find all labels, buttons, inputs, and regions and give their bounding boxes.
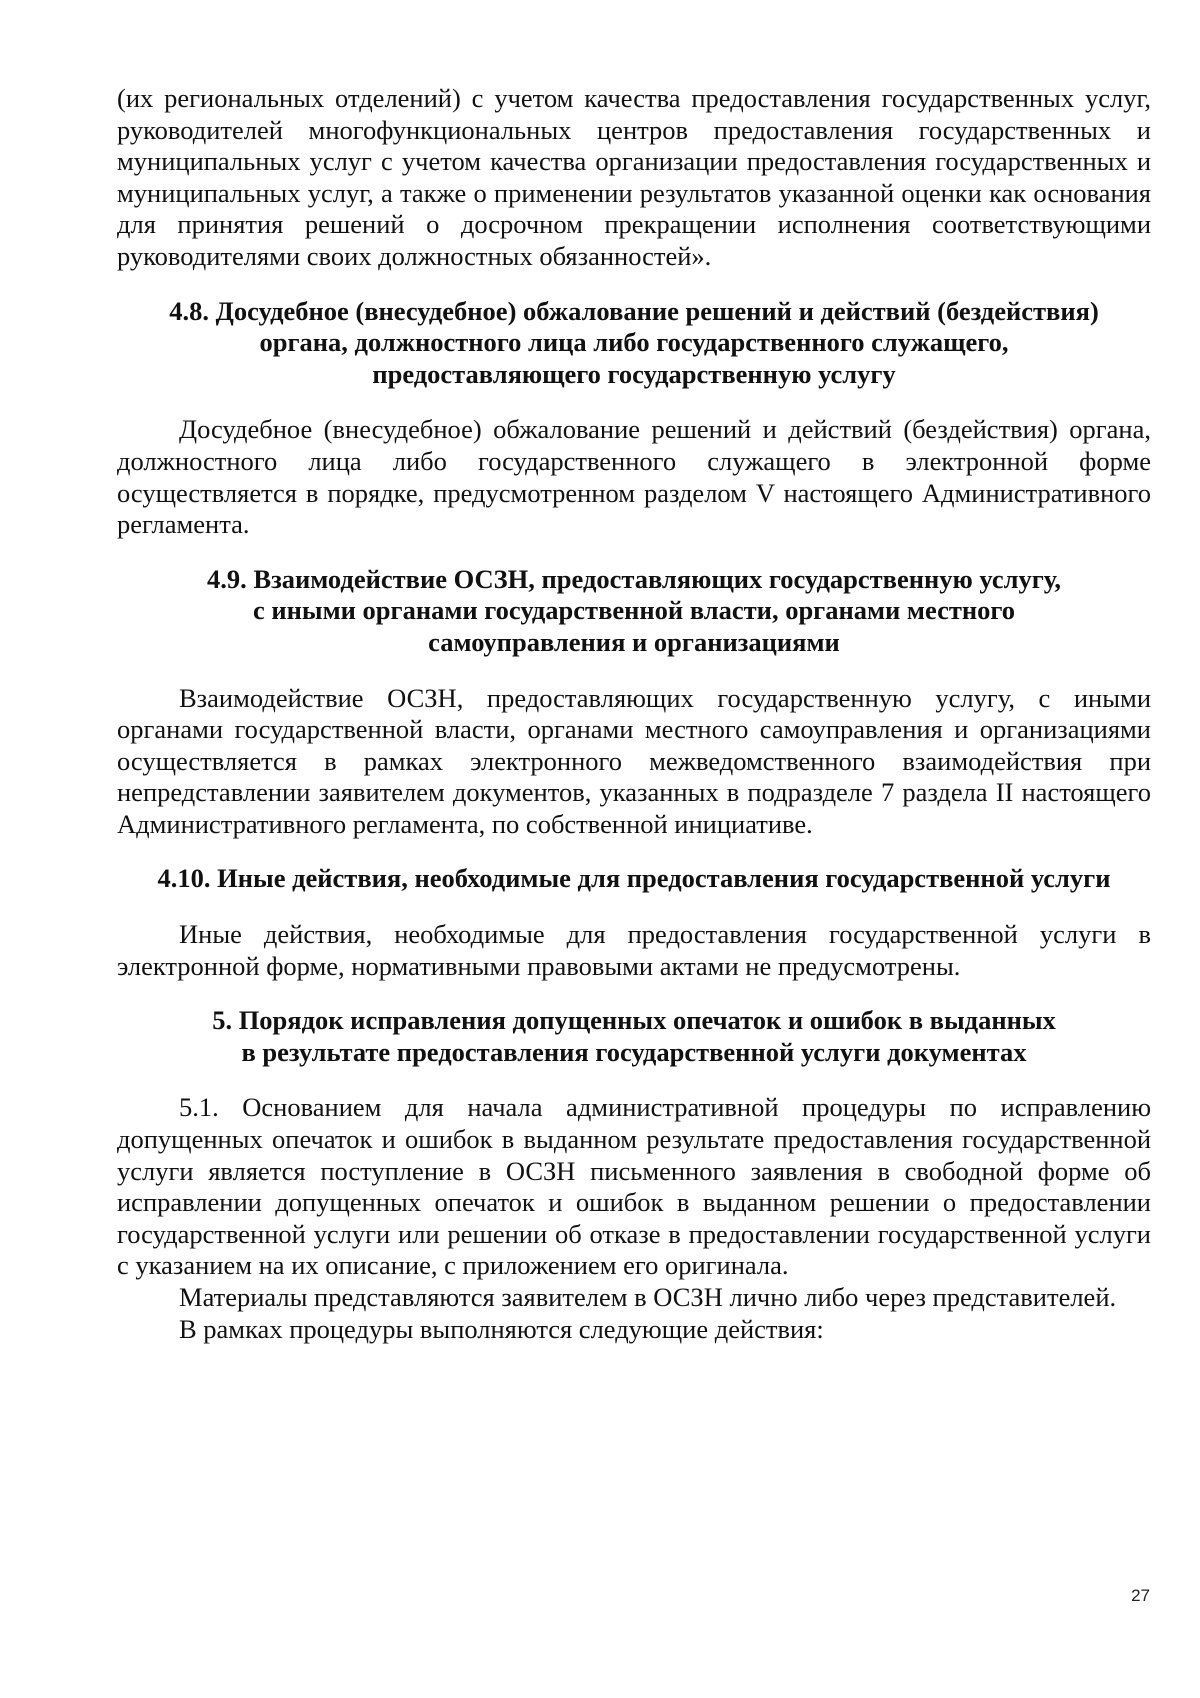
section-4-9-heading [117, 564, 1151, 659]
heading-line: в результате предоставления государственной услуги документах [241, 1036, 1027, 1067]
section-4-8-heading [117, 296, 1151, 391]
heading-line: предоставляющего государственную услугу [372, 358, 896, 389]
heading-line: 4.9. Взаимодействие ОСЗН, предоставляющих государственную услугу, [207, 563, 1061, 594]
section-5-actions-paragraph: В рамках процедуры выполняются следующие действия: [179, 1313, 824, 1344]
heading-line: самоуправления и организациями [428, 626, 840, 657]
page-body [117, 83, 1151, 1345]
section-5-materials-paragraph: Материалы представляются заявителем в ОСЗН лично либо через представителей. [179, 1282, 1117, 1312]
section-4-8-paragraph: Досудебное (внесудебное) обжалование решений и действий (бездействия) органа, должностного лица либо государственного служащего в электронной форме осуществляется в порядке, предусмотренном разделом V настоящего Административного регламента. [117, 414, 1151, 540]
page-number: 27 [1131, 1586, 1150, 1605]
heading-line: 4.8. Досудебное (внесудебное) обжалование решений и действий (бездействия) [169, 295, 1099, 326]
section-4-10-paragraph: Иные действия, необходимые для предоставления государственной услуги в электронной форме, нормативными правовыми актами не предусмотрены. [117, 919, 1151, 981]
heading-line: с иными органами государственной власти, органами местного [252, 595, 1015, 626]
intro-paragraph: (их региональных отделений) с учетом качества предоставления государственных услуг, руководителей многофункциональных центров предоставления государственных и муниципальных услуг с учетом качества организации предоставления государственных и муниципальных услуг, а также о применении результатов указанной оценки как основания для принятия решений о досрочном прекращении исполнения соответствующими руководителями своих должностных обязанностей». [117, 83, 1151, 271]
section-5-1-paragraph: 5.1. Основанием для начала административной процедуры по исправлению допущенных опечаток и ошибок в выданном результате предоставления государственной услуги является поступление в ОСЗН письменного заявления в свободной форме об исправлении допущенных опечаток и ошибок в выданном решении о предоставлении государственной услуги или решении об отказе в предоставлении государственной услуги с указанием на их описание, с приложением его оригинала. [117, 1092, 1151, 1281]
heading-line: органа, должностного лица либо государственного служащего, [259, 327, 1009, 358]
section-5-heading [117, 1005, 1151, 1068]
section-4-10-heading [117, 863, 1151, 895]
heading-line: 4.10. Иные действия, необходимые для предоставления государственной услуги [157, 863, 1111, 894]
heading-line: 5. Порядок исправления допущенных опечаток и ошибок в выданных [212, 1005, 1056, 1036]
section-4-9-paragraph: Взаимодействие ОСЗН, предоставляющих государственную услугу, с иными органами государственной власти, органами местного самоуправления и организациями осуществляется в рамках электронного межведомственного взаимодействия при непредставлении заявителем документов, указанных в подразделе 7 раздела II настоящего Административного регламента, по собственной инициативе. [117, 682, 1151, 839]
